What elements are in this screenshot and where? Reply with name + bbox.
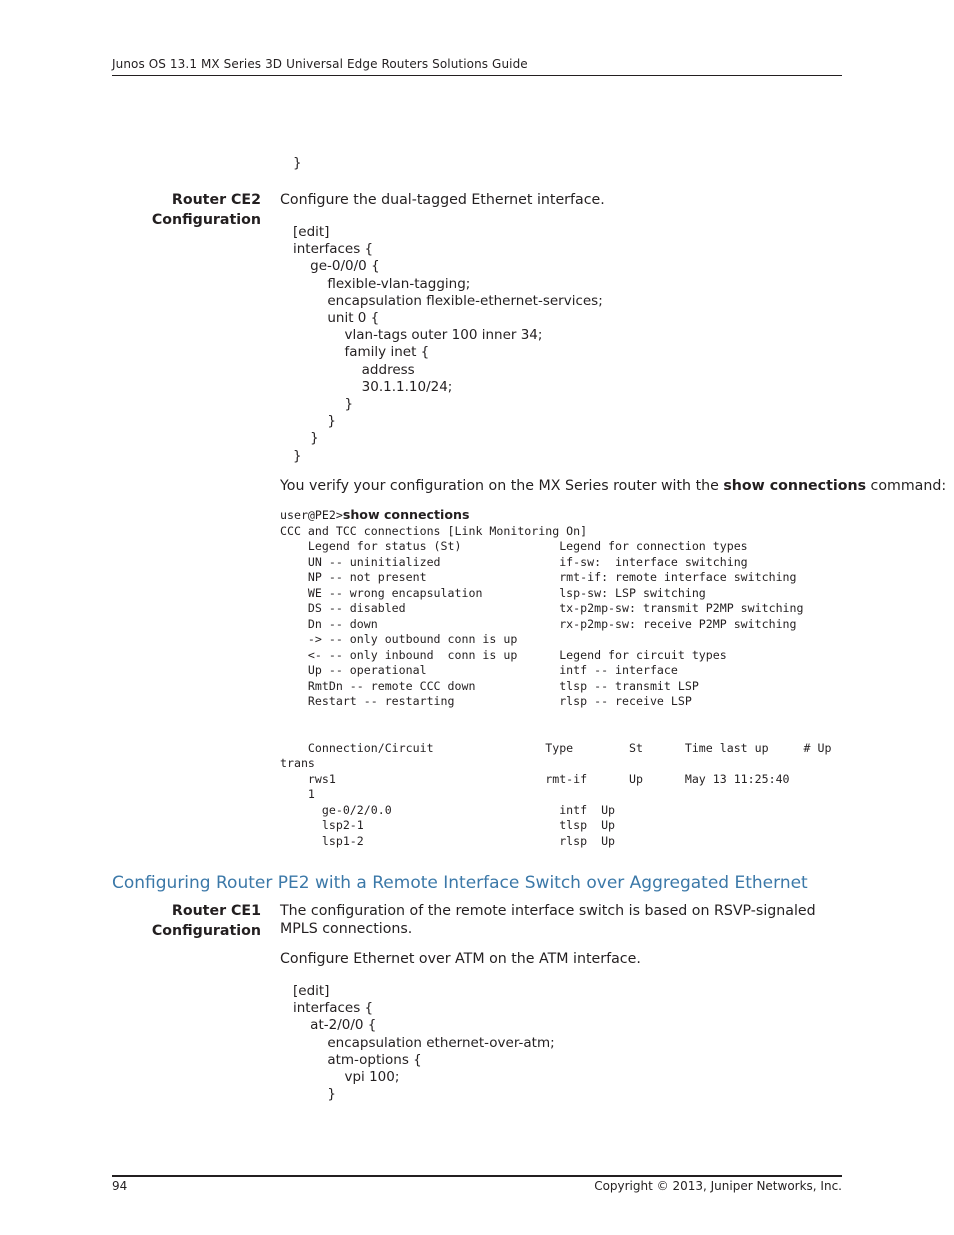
ce2-intro-text: Configure the dual-tagged Ethernet interface. bbox=[280, 192, 605, 208]
side-heading-router-ce2: Router CE2 Configuration bbox=[151, 192, 261, 228]
verify-text-post: command: bbox=[866, 478, 947, 494]
running-header: Junos OS 13.1 MX Series 3D Universal Edge Routers Solutions Guide bbox=[112, 57, 528, 71]
ce1-config-block: [edit] interfaces { at-2/0/0 { encapsulation ethernet-over-atm; atm-options { vpi 100; } bbox=[293, 983, 555, 1103]
terminal-command: show connections bbox=[342, 507, 470, 522]
section-heading-pe2: Configuring Router PE2 with a Remote Interface Switch over Aggregated Ethernet bbox=[112, 873, 808, 893]
closing-brace: } bbox=[293, 155, 302, 171]
footer-rule bbox=[112, 1175, 842, 1177]
header-rule bbox=[112, 75, 842, 76]
side-heading-router-ce1: Router CE1 Configuration bbox=[151, 903, 261, 939]
terminal-prompt: user@PE2> bbox=[280, 508, 343, 522]
pe2-para-rsvp: The configuration of the remote interface switch is based on RSVP-signaled MPLS connections. bbox=[280, 903, 816, 937]
verify-text-pre: You verify your configuration on the MX Series router with the bbox=[280, 478, 724, 494]
copyright-notice: Copyright © 2013, Juniper Networks, Inc. bbox=[594, 1179, 842, 1193]
ce2-config-block: [edit] interfaces { ge-0/0/0 { flexible-vlan-tagging; encapsulation flexible-ethernet-services; unit 0 { vlan-tags outer 100 inner 34; family inet { address 30.1.1.10/24; } } } } bbox=[293, 224, 603, 464]
page-number: 94 bbox=[112, 1179, 128, 1193]
pe2-para-atm: Configure Ethernet over ATM on the ATM interface. bbox=[280, 951, 641, 967]
verify-paragraph bbox=[280, 478, 946, 496]
terminal-output: CCC and TCC connections [Link Monitoring On] Legend for status (St) Legend for connection types UN -- uninitialized if-sw: interface switching NP -- not present rmt-if: remote interface switching WE -- wrong encapsulation lsp-sw: LSP switching DS -- disabled tx-p2mp-sw: transmit P2MP switching Dn -- down rx-p2mp-sw: receive P2MP switching -> -- only outbound conn is up <- -- only inbound conn is up Legend for circuit types Up -- operational intf -- interface RmtDn -- remote CCC down tlsp -- transmit LSP Restart -- restarting rlsp -- receive LSP Connection/Circuit Type St Time last up # Up trans rws1 rmt-if Up May 13 11:25:40 1 ge-0/2/0.0 intf Up lsp2-1 tlsp Up lsp1-2 rlsp Up bbox=[280, 523, 832, 848]
terminal-output-block bbox=[280, 507, 831, 849]
verify-command: show connections bbox=[723, 478, 867, 494]
